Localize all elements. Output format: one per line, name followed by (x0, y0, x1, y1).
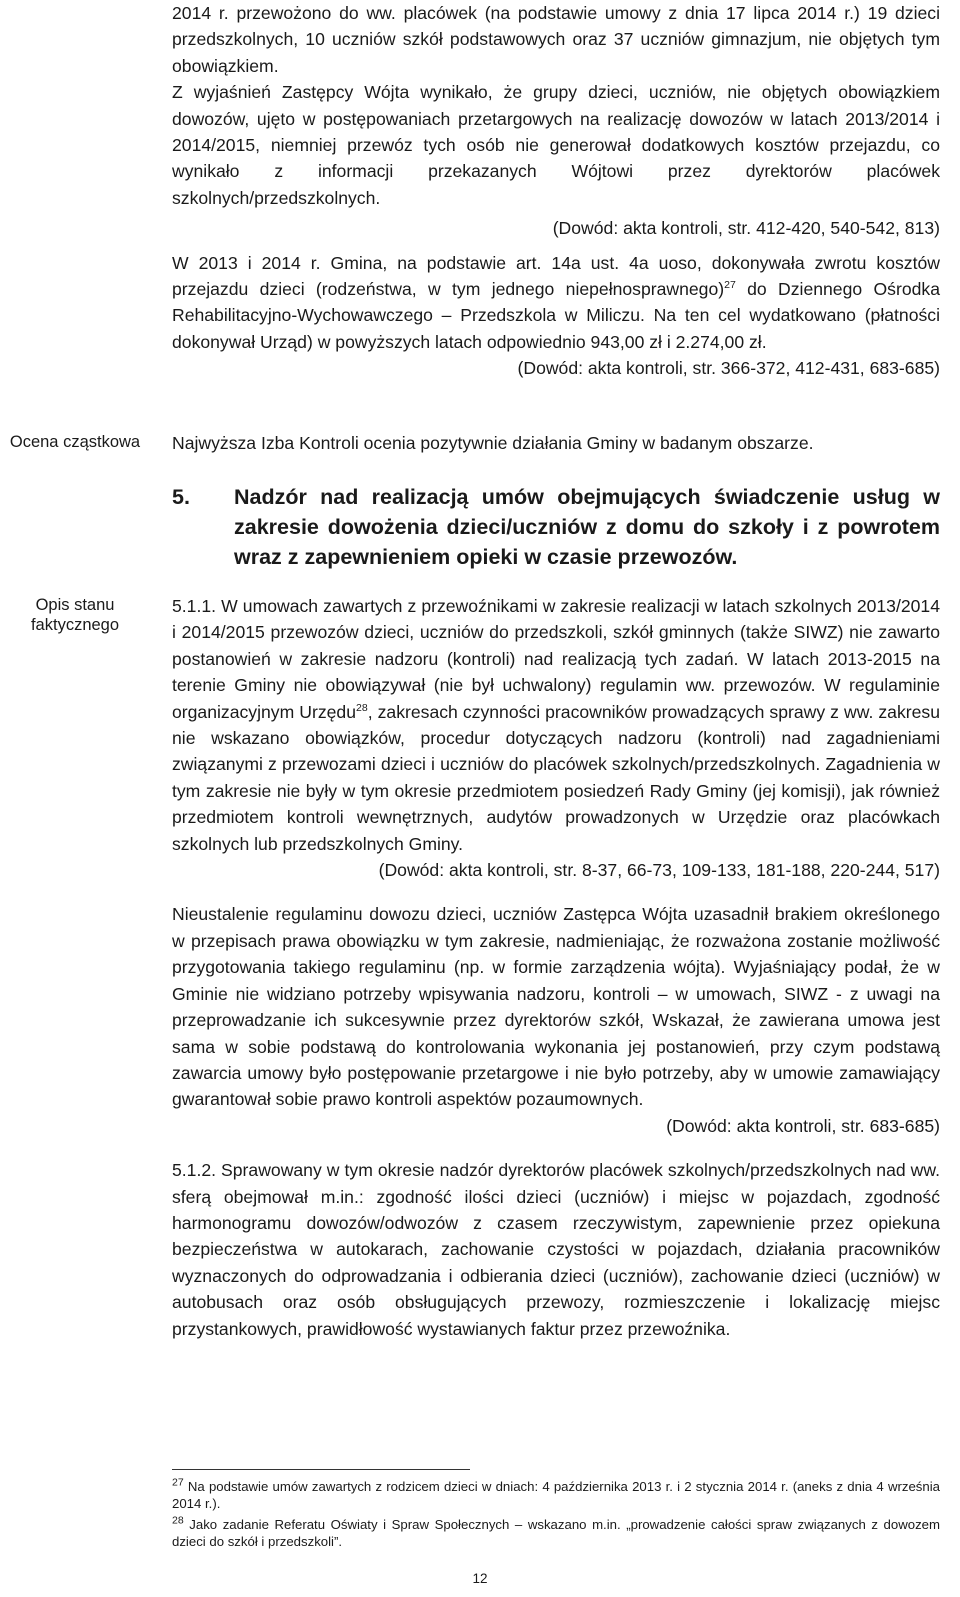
reimbursement-text-start: W 2013 i 2014 r. Gmina, na podstawie art. 14a ust. 4a uoso, dokonywała zwrotu kosztów przejazdu dzieci (rodzeństwa, w tym jednego niepełnosprawnego) (172, 252, 940, 300)
section-title: Nadzór nad realizacją umów obejmujących świadczenie usług w zakresie dowożenia dzieci/uczniów z domu do szkoły i z powrotem wraz z zapewnieniem opieki w czasie przewozów. (234, 485, 940, 569)
footnote-ref-27[interactable]: 27 (724, 279, 736, 292)
p511-text-end: , zakresach czynności pracowników prowadzących sprawy z ww. zakresu nie wskazano obowiązków, procedur dotyczących nadzoru (kontroli) nad zagadnieniami związanymi z przewozami dzieci i uczniów do placówek szkolnych/przedszkolnych. Zagadnienia w tym zakresie nie były w tym okresie przedmiotem posiedzeń Rady Gminy (jej komisji), jak również przedmiotem kontroli wewnętrznych, audytów prowadzonych w Urzędzie oraz placówkach szkolnych lub przedszkolnych Gminy. (172, 701, 940, 854)
top-block (172, 0, 940, 382)
footnote-text-27: Na podstawie umów zawartych z rodzicem dzieci w dniach: 4 października 2013 r. i 2 stycznia 2014 r. (aneks z dnia 4 września 2014 r.). (172, 1479, 940, 1511)
section-body (172, 593, 940, 1342)
page-number: 12 (472, 1571, 488, 1586)
section-heading (172, 482, 940, 572)
paragraph-regulation: Nieustalenie regulaminu dowozu dzieci, uczniów Zastępca Wójta uzasadnił brakiem określonego w przepisach prawa obowiązku w tym zakresie, nadmieniając, że rozważona zostanie możliwość przygotowania takiego regulaminu (np. w formie zarządzenia wójta). Wyjaśniający podał, że w Gminie nie widziano potrzeby wpisywania nadzoru, kontroli – w umowach, SIWZ - z uwagi na przeprowadzanie ich sukcesywnie przez dyrektorów szkół, Wskazał, że zawierana umowa jest sama w sobie podstawą do kontrolowania wykonania jej postanowień, przy czym podstawą zawarcia umowy było postępowanie przetargowe i nie było potrzeby, aby w umowie zamawiający gwarantował sobie prawo kontroli aspektów pozaumownych. (172, 904, 940, 1110)
paragraph-transport-counts: 2014 r. przewożono do ww. placówek (na podstawie umowy z dnia 17 lipca 2014 r.) 19 dzieci przedszkolnych, 10 uczniów szkół podstawowych oraz 37 uczniów gimnazjum, nie objętych tym obowiązkiem. (172, 3, 940, 76)
reimbursement-text-end: do Dziennego Ośrodka Rehabilitacyjno-Wychowawczego – Przedszkola w Miliczu. Na ten cel wydatkowano (płatności dokonywał Urząd) w powyższych latach odpowiednio 943,00 zł i 2.274,00 zł. (172, 279, 940, 352)
p511-text-start: 5.1.1. W umowach zawartych z przewoźnikami w zakresie realizacji w latach szkolnych 2013/2014 i 2014/2015 przewozów dzieci, uczniów do przedszkoli, szkół gminnych (także SIWZ) nie zawarto postanowień w zakresie nadzoru (kontroli) nad realizacją tych zadań. W latach 2013-2015 na terenie Gminy nie obowiązywał (nie był uchwalony) regulamin ww. przewozów. W regulaminie organizacyjnym Urzędu (172, 596, 940, 722)
footnote-28 (172, 1516, 940, 1550)
footnote-number-27: 27 (172, 1476, 184, 1489)
paragraph-deputy-explanation: Z wyjaśnień Zastępcy Wójta wynikało, że grupy dzieci, uczniów, nie objętych obowiązkiem dowozów, ujęto w postępowaniach przetargowych na realizację dowozów w latach 2013/2014 i 2014/2015, niemniej przewóz tych osób nie generował dodatkowych kosztów przejazdu, co wynikało z informacji przekazanych Wójtowi przez dyrektorów placówek szkolnych/przedszkolnych. (172, 82, 940, 208)
side-label-facts (0, 595, 150, 635)
evidence-reference-3: (Dowód: akta kontroli, str. 8-37, 66-73, 109-133, 181-188, 220-244, 517) (378, 860, 940, 881)
footnote-27 (172, 1478, 940, 1512)
footnote-number-28: 28 (172, 1514, 184, 1527)
evidence-reference-1: (Dowód: akta kontroli, str. 412-420, 540-542, 813) (552, 218, 940, 239)
paragraph-reimbursement (172, 250, 940, 356)
evidence-reference-2: (Dowód: akta kontroli, str. 366-372, 412-431, 683-685) (517, 358, 940, 379)
footnote-text-28: Jako zadanie Referatu Oświaty i Spraw Społecznych – wskazano m.in. „prowadzenie całości spraw związanych z dowozem dzieci do szkół i przedszkoli”. (172, 1517, 940, 1549)
side-label-facts-line-2: faktycznego (30, 616, 120, 634)
assessment-block (172, 430, 940, 456)
evidence-reference-4: (Dowód: akta kontroli, str. 683-685) (666, 1115, 940, 1136)
paragraph-5-1-2: 5.1.2. Sprawowany w tym okresie nadzór dyrektorów placówek szkolnych/przedszkolnych nad ww. sferą obejmował m.in.: zgodność ilości dzieci (uczniów) i miejsc w pojazdach, zgodność harmonogramu dowozów/odwozów z czasem rzeczywistym, zapewnienie przez opiekuna bezpieczeństwa w autokarach, zachowanie czystości w pojazdach, działania pracowników wyznaczonych do odprowadzania i odbierania dzieci (uczniów), zachowanie dzieci (uczniów) w autobusach oraz osób obsługujących przewozy, rozmieszczenie i lokalizację miejsc przystankowych, prawidłowość wystawianych faktur przez przewoźnika. (172, 1160, 940, 1339)
side-label-facts-line-1: Opis stanu (35, 596, 115, 614)
side-label-assessment: Ocena cząstkowa (9, 433, 141, 451)
assessment-text: Najwyższa Izba Kontroli ocenia pozytywnie działania Gminy w badanym obszarze. (172, 433, 814, 453)
footnote-ref-28[interactable]: 28 (356, 701, 368, 714)
paragraph-5-1-1 (172, 593, 940, 857)
section-number: 5. (172, 485, 190, 509)
footnote-separator (172, 1469, 470, 1470)
